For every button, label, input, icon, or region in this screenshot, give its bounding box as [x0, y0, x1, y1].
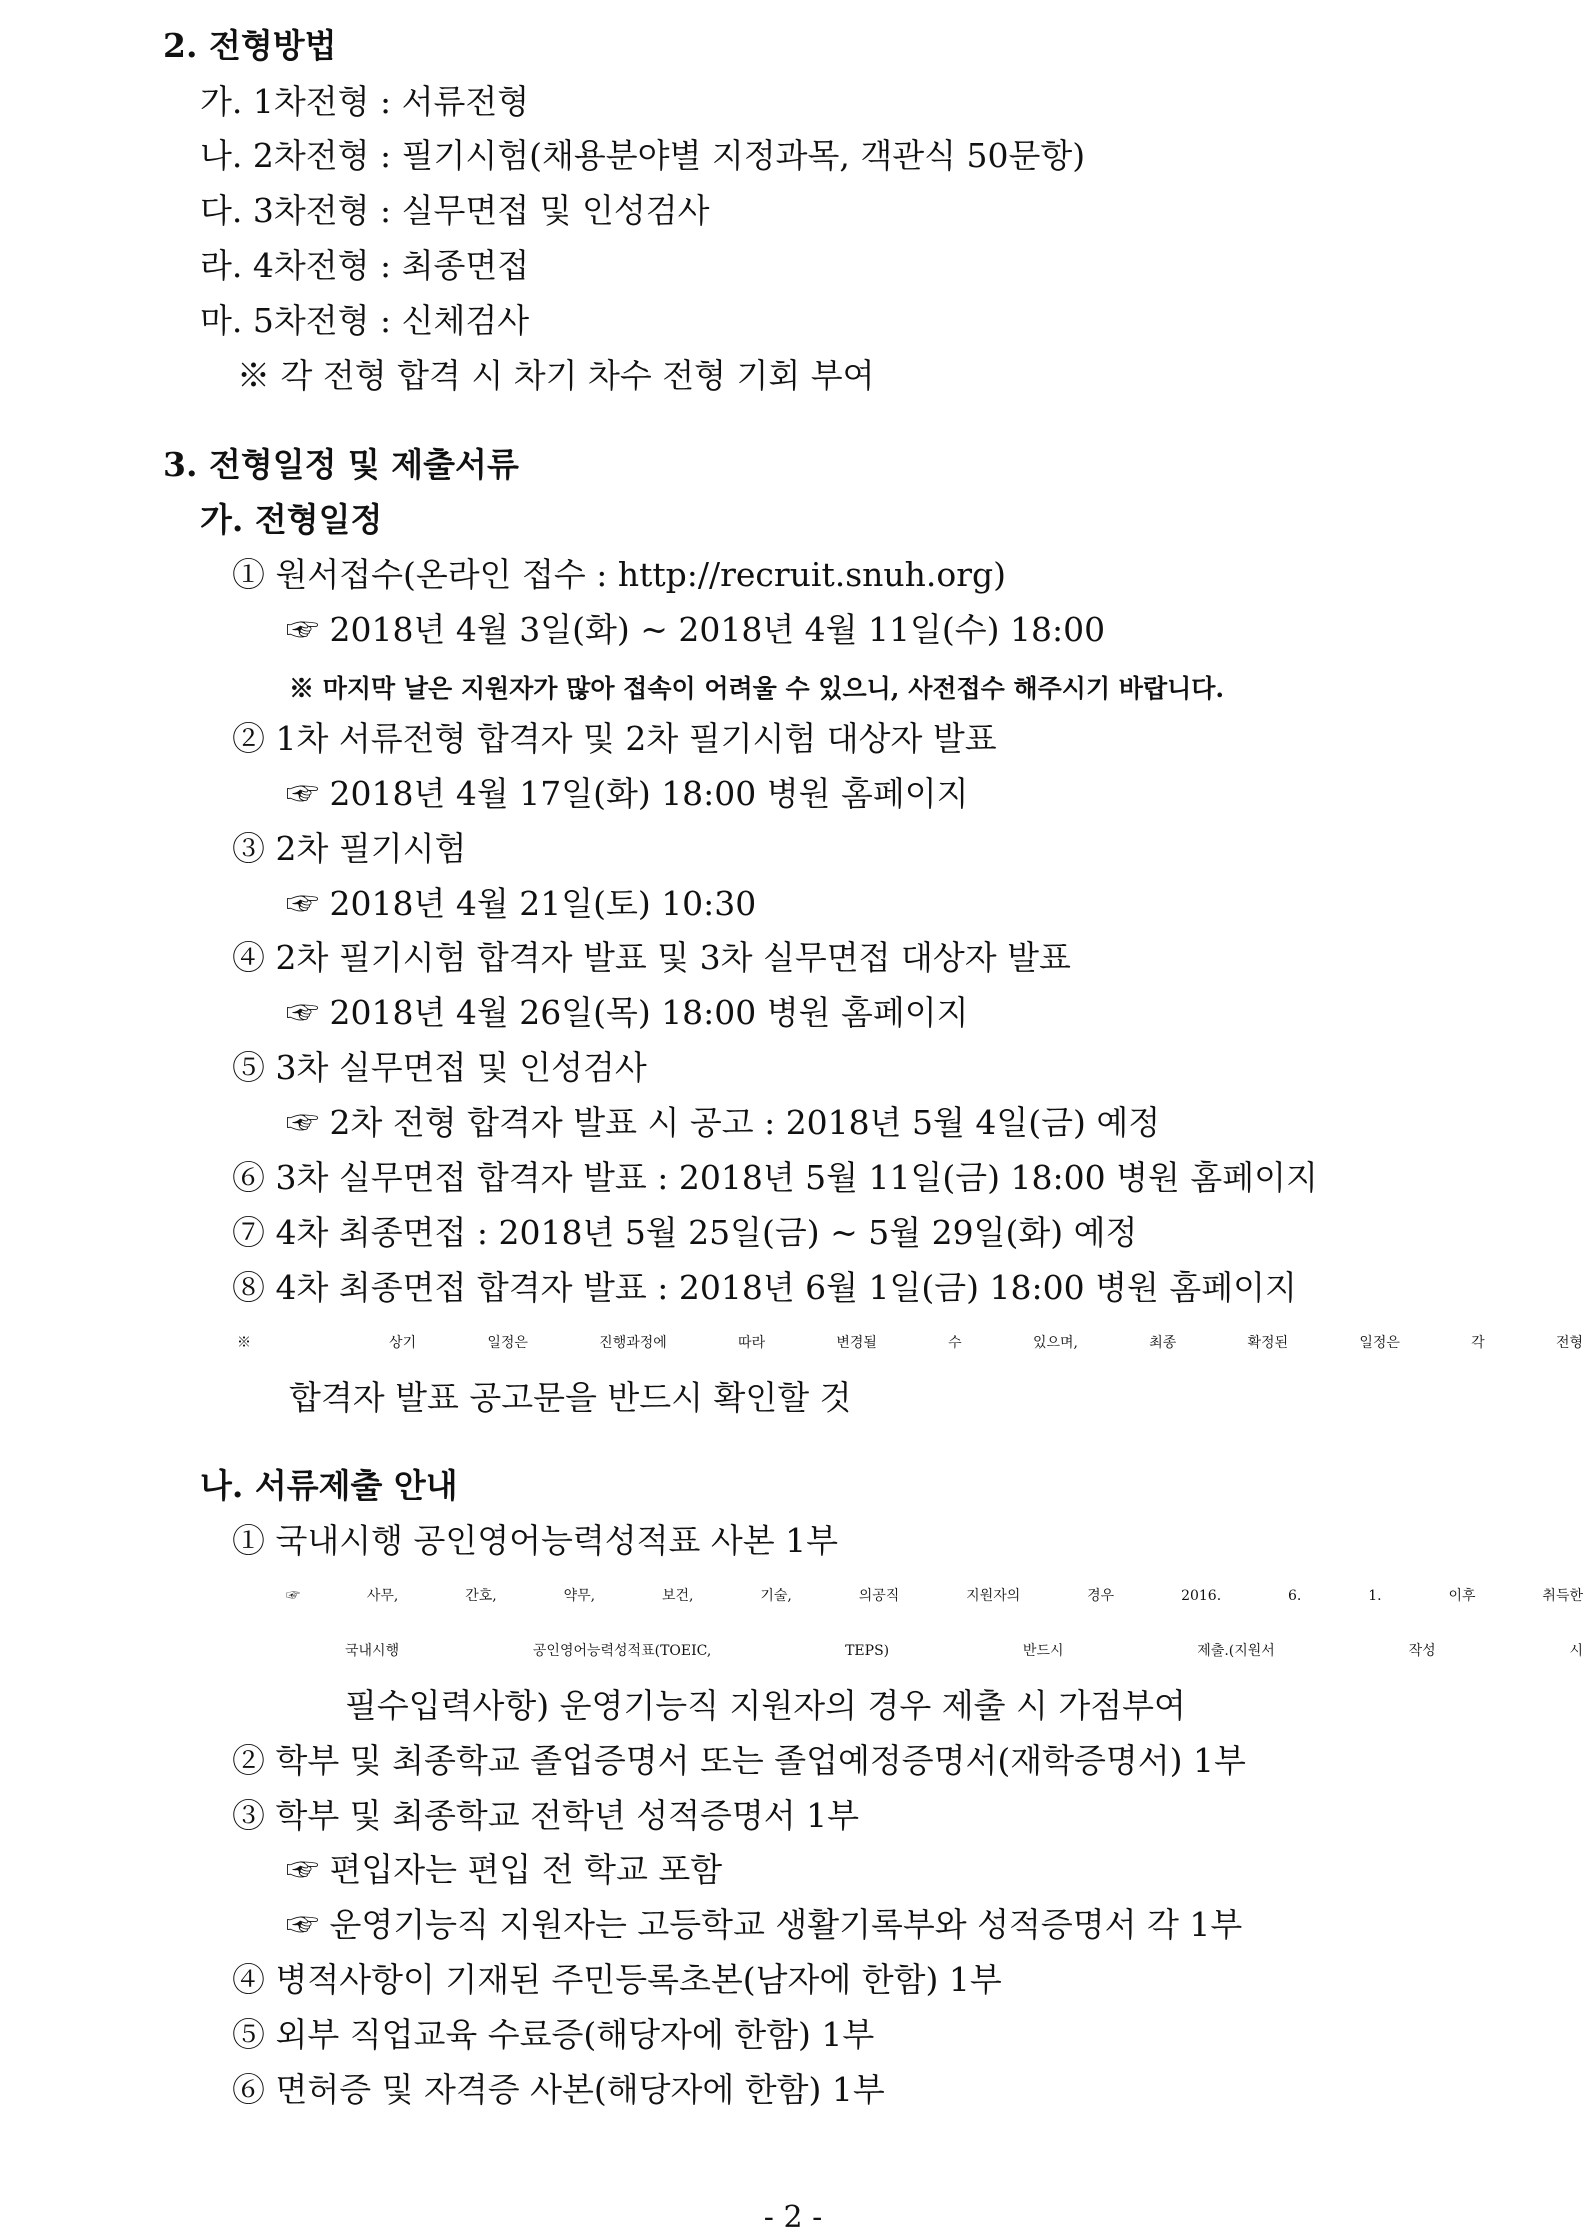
schedule-item-5-date: ☞ 2차 전형 합격자 발표 시 공고 : 2018년 5월 4일(금) 예정 — [286, 1103, 1161, 1142]
document-item-3-sub-2: ☞ 운영기능직 지원자는 고등학교 생활기록부와 성적증명서 각 1부 — [286, 1905, 1243, 1944]
document-item-2: ② 학부 및 최종학교 졸업증명서 또는 졸업예정증명서(재학증명서) 1부 — [232, 1741, 1246, 1780]
schedule-item-2-date: ☞ 2018년 4월 17일(화) 18:00 병원 홈페이지 — [286, 774, 969, 813]
document-item-3: ③ 학부 및 최종학교 전학년 성적증명서 1부 — [232, 1796, 859, 1835]
schedule-item-7: ⑦ 4차 최종면접 : 2018년 5월 25일(금) ~ 5월 29일(화) 예정 — [232, 1213, 1138, 1252]
schedule-item-1-note: ※ 마지막 날은 지원자가 많아 접속이 어려울 수 있으니, 사전접수 해주시기 바랍니다. — [289, 674, 1225, 703]
schedule-item-8: ⑧ 4차 최종면접 합격자 발표 : 2018년 6월 1일(금) 18:00 병원 홈페이지 — [232, 1268, 1297, 1307]
schedule-item-3: ③ 2차 필기시험 — [232, 829, 467, 868]
schedule-item-5: ⑤ 3차 실무면접 및 인성검사 — [232, 1048, 647, 1087]
document-item-1-sub-line-2: 국내시행 공인영어능력성적표(TOEIC, TEPS) 반드시 제출.(지원서 작성 시 — [345, 1643, 1583, 1659]
schedule-note-line-1: ※ 상기 일정은 진행과정에 따라 변경될 수 있으며, 최종 확정된 일정은 각 전형 — [237, 1335, 1583, 1351]
schedule-item-4-date: ☞ 2018년 4월 26일(목) 18:00 병원 홈페이지 — [286, 993, 969, 1032]
schedule-item-1-date: ☞ 2018년 4월 3일(화) ~ 2018년 4월 11일(수) 18:00 — [286, 610, 1106, 649]
method-item-1: 가. 1차전형 : 서류전형 — [200, 82, 530, 121]
document-item-4: ④ 병적사항이 기재된 주민등록초본(남자에 한함) 1부 — [232, 1960, 1002, 1999]
document-item-5: ⑤ 외부 직업교육 수료증(해당자에 한함) 1부 — [232, 2015, 875, 2054]
schedule-item-4: ④ 2차 필기시험 합격자 발표 및 3차 실무면접 대상자 발표 — [232, 938, 1071, 977]
schedule-item-6: ⑥ 3차 실무면접 합격자 발표 : 2018년 5월 11일(금) 18:00 병원 홈페이지 — [232, 1158, 1318, 1197]
document-item-1-sub-line-1: ☞ 사무, 간호, 약무, 보건, 기술, 의공직 지원자의 경우 2016. 6. 1. 이후 취득한 — [286, 1588, 1583, 1604]
method-item-5: 마. 5차전형 : 신체검사 — [200, 301, 530, 340]
method-item-3: 다. 3차전형 : 실무면접 및 인성검사 — [200, 191, 710, 230]
schedule-item-3-date: ☞ 2018년 4월 21일(토) 10:30 — [286, 884, 757, 923]
section-3-title: 3. 전형일정 및 제출서류 — [163, 445, 519, 484]
document-item-1-sub-line-3: 필수입력사항) 운영기능직 지원자의 경우 제출 시 가점부여 — [345, 1686, 1186, 1725]
document-item-1: ① 국내시행 공인영어능력성적표 사본 1부 — [232, 1521, 839, 1560]
schedule-note-line-2: 합격자 발표 공고문을 반드시 확인할 것 — [289, 1378, 852, 1417]
documents-title: 나. 서류제출 안내 — [200, 1466, 458, 1505]
schedule-item-1: ① 원서접수(온라인 접수 : http://recruit.snuh.org) — [232, 555, 1007, 594]
method-item-2: 나. 2차전형 : 필기시험(채용분야별 지정과목, 객관식 50문항) — [200, 136, 1086, 175]
page-number: - 2 - — [763, 2200, 823, 2235]
document-item-6: ⑥ 면허증 및 자격증 사본(해당자에 한함) 1부 — [232, 2070, 885, 2109]
schedule-item-2: ② 1차 서류전형 합격자 및 2차 필기시험 대상자 발표 — [232, 719, 997, 758]
method-note: ※ 각 전형 합격 시 차기 차수 전형 기회 부여 — [237, 356, 875, 395]
section-2-title: 2. 전형방법 — [163, 26, 337, 65]
method-item-4: 라. 4차전형 : 최종면접 — [200, 246, 530, 285]
schedule-title: 가. 전형일정 — [200, 500, 383, 539]
document-item-3-sub-1: ☞ 편입자는 편입 전 학교 포함 — [286, 1850, 723, 1889]
